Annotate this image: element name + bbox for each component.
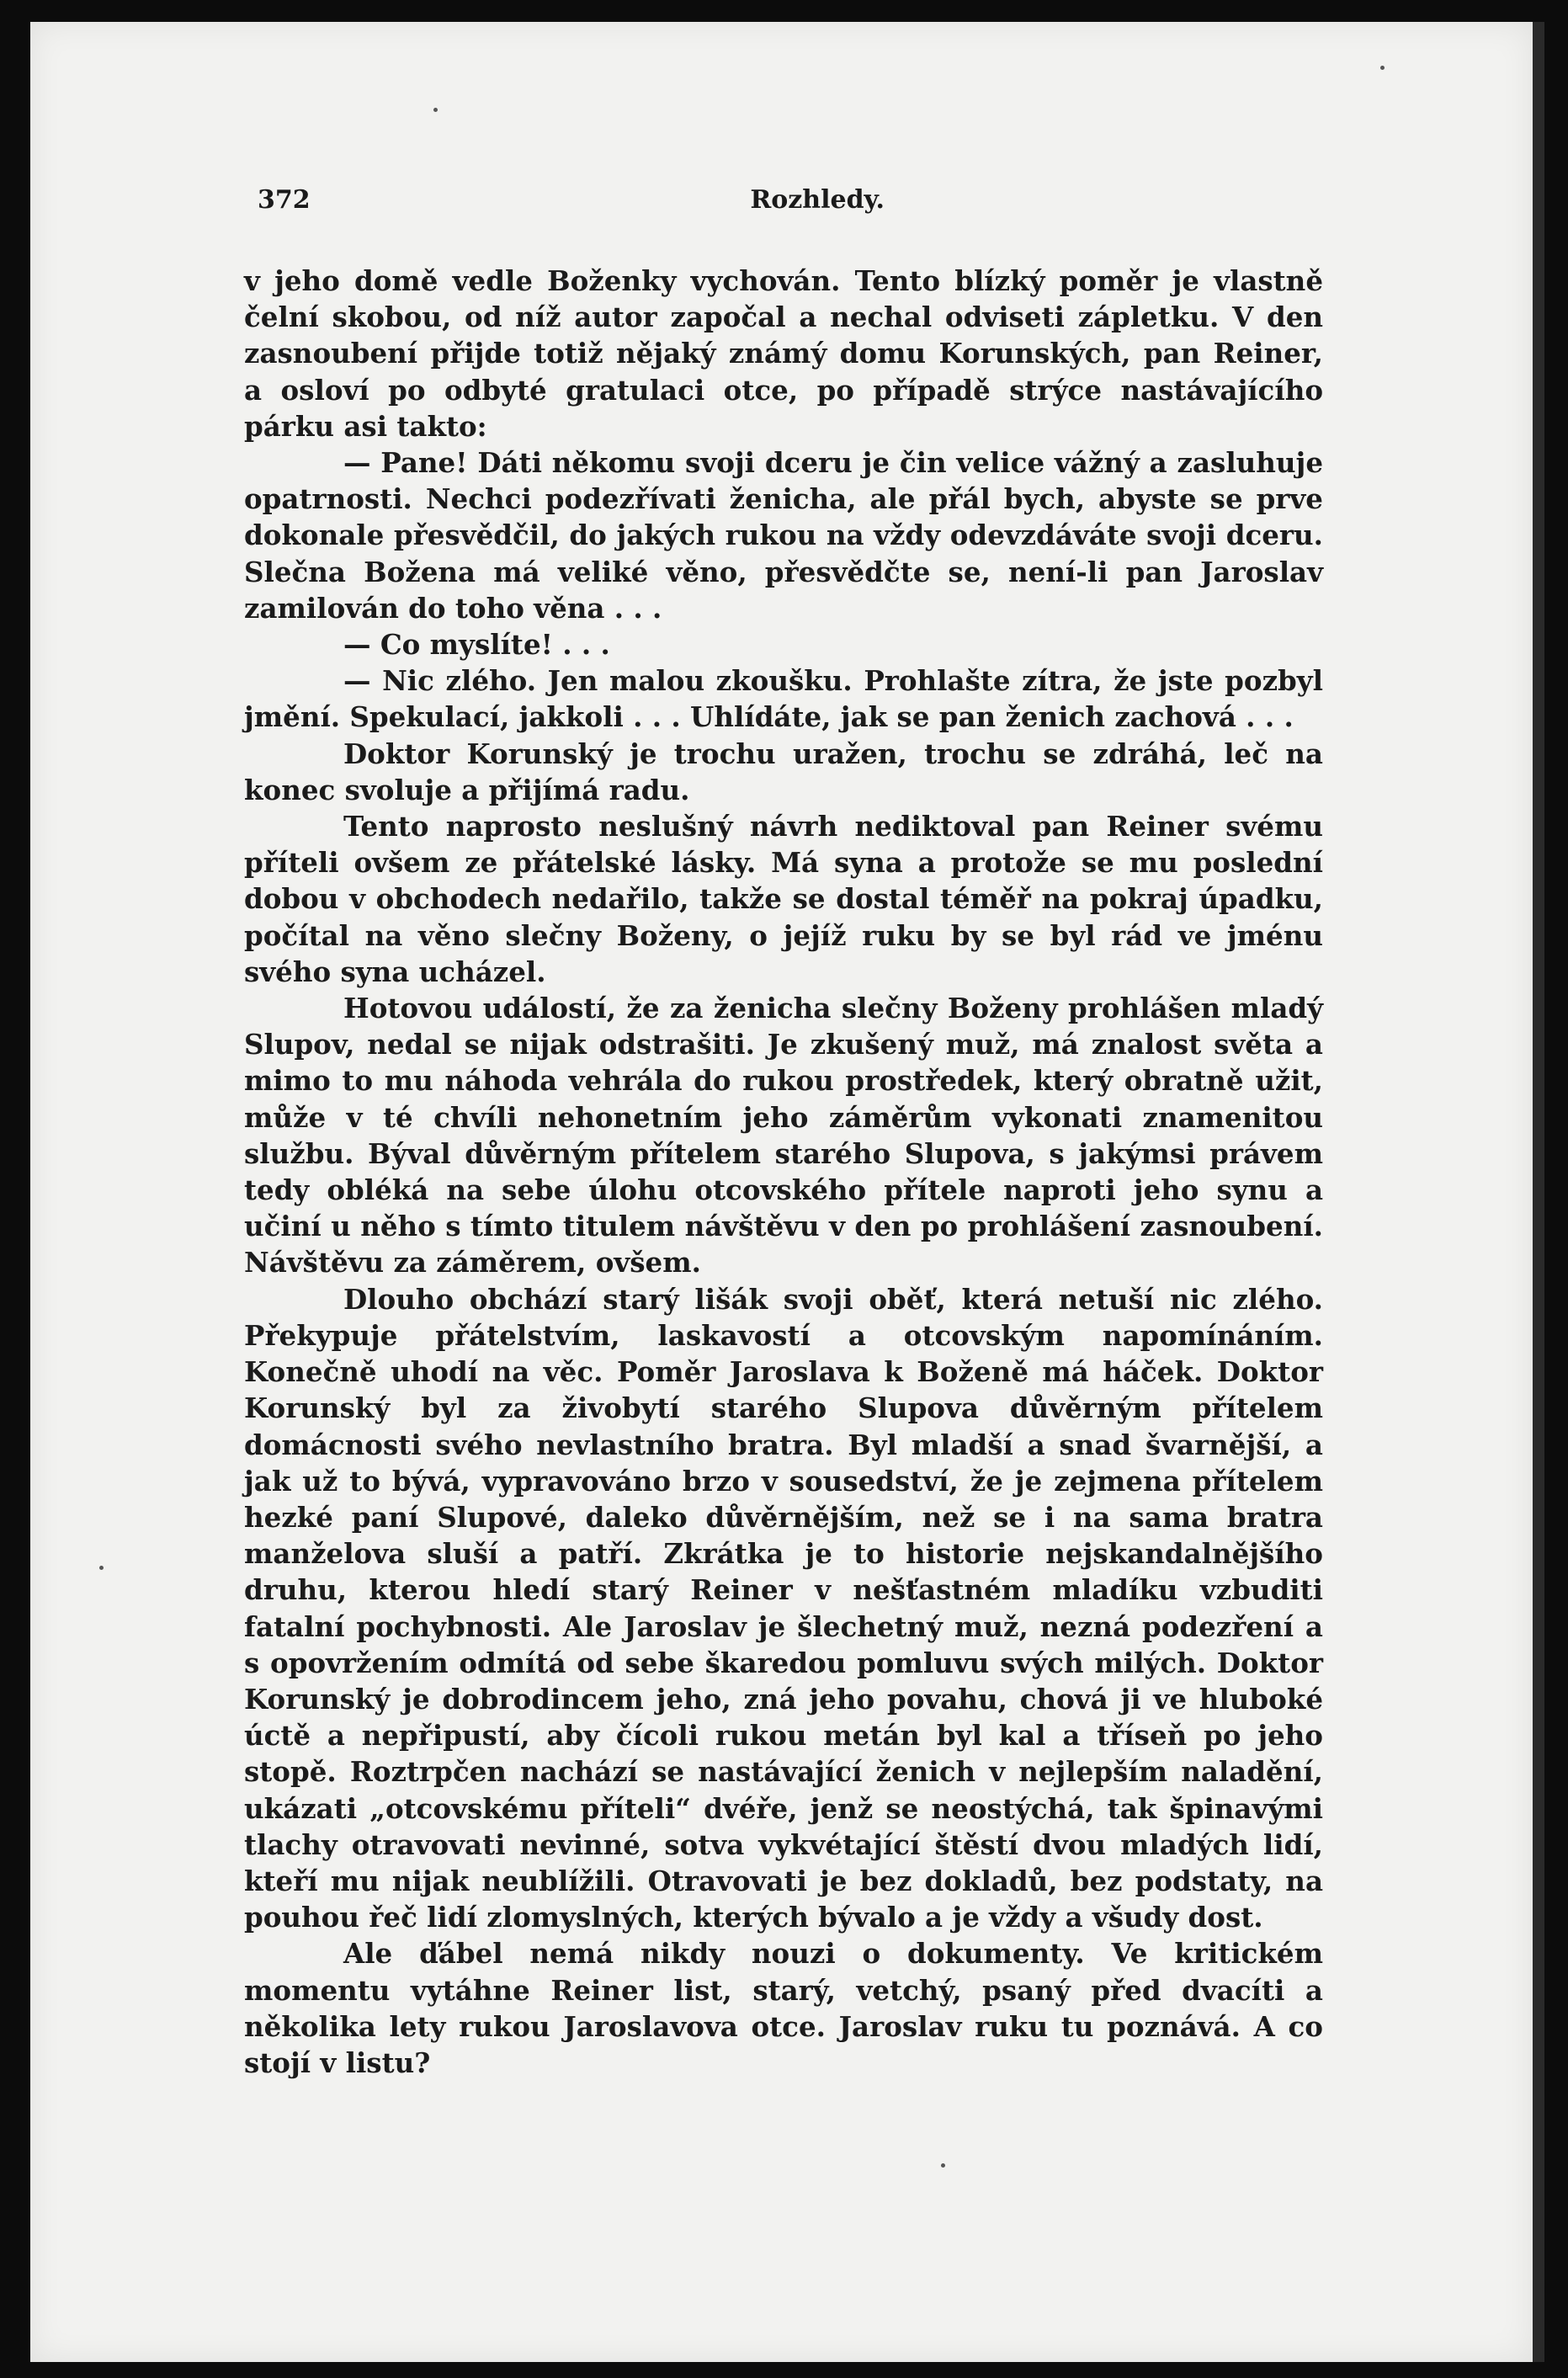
running-title: Rozhledy. xyxy=(750,185,885,215)
paragraph: Ale ďábel nemá nikdy nouzi o dokumenty. Ve kritickém momentu vytáhne Reiner list, starý, vetchý, psaný před dvacíti a několika lety rukou Jaroslavova otce. Jaroslav ruku tu poznává. A co stojí v listu? xyxy=(244,1937,1323,2079)
paragraph: Doktor Korunský je trochu uražen, trochu se zdráhá, leč na konec svoluje a přijímá radu. xyxy=(244,737,1323,806)
page-number: 372 xyxy=(258,185,311,215)
paragraph: Dlouho obchází starý lišák svoji oběť, která netuší nic zlého. Překypuje přátelstvím, laskavostí a otcovským napomínáním. Konečně uhodí na věc. Poměr Jaroslava k Boženě má háček. Doktor Korunský byl za živobytí starého Slupova důvěrným přítelem domácnosti svého nevlastního bratra. Byl mladší a snad švarnější, a jak už to bývá, vypravováno brzo v sousedství, že je zejmena přítelem hezké paní Slupové, daleko důvěrnějším, než se i na sama bratra manželova sluší a patří. Zkrátka je to historie nejskandalnějšího druhu, kterou hledí starý Reiner v nešťastném mladíku vzbuditi fatalní pochybnosti. Ale Jaroslav je šlechetný muž, nezná podezření a s opovržením odmítá od sebe škaredou pomluvu svých milých. Doktor Korunský je dobrodincem jeho, zná jeho povahu, chová ji ve hluboké úctě a nepřipustí, aby čícoli rukou metán byl kal a tříseň po jeho stopě. Roztrpčen nachází se nastávající ženich v nejlepším naladění, ukázati „otcovskému příteli“ dvéře, jenž se neostýchá, tak špinavými tlachy otravovati nevinné, sotva vykvétající štěstí dvou mladých lidí, kteří mu nijak neublížili. Otravovati je bez dokladů, bez podstaty, na pouhou řeč lidí zlomyslných, kterých bývalo a je vždy a všudy dost. xyxy=(244,1282,1323,1934)
body-text xyxy=(244,263,1323,2081)
paper-speck xyxy=(99,1566,104,1570)
paragraph: — Pane! Dáti někomu svoji dceru je čin velice vážný a zasluhuje opatrnosti. Nechci podezřívati ženicha, ale přál bych, abyste se prve dokonale přesvědčil, do jakých rukou na vždy odevzdáváte svoji dceru. Slečna Božena má veliké věno, přesvědčte se, není-li pan Jaroslav zamilován do toho věna . . . xyxy=(244,446,1323,625)
paper-speck xyxy=(941,2163,945,2168)
paper-speck xyxy=(433,108,438,112)
page-header xyxy=(258,185,1322,224)
paragraph: — Nic zlého. Jen malou zkoušku. Prohlašte zítra, že jste pozbyl jmění. Spekulací, jakkoli . . . Uhlídáte, jak se pan ženich zachová . . . xyxy=(244,664,1323,734)
paragraph: v jeho domě vedle Boženky vychován. Tento blízký poměr je vlastně čelní skobou, od níž autor započal a nechal odviseti zápletku. V den zasnoubení přijde totiž nějaký známý domu Korunských, pan Reiner, a osloví po odbyté gratulaci otce, po případě strýce nastávajícího párku asi takto: xyxy=(244,264,1323,443)
paragraph: Tento naprosto neslušný návrh nediktoval pan Reiner svému příteli ovšem ze přátelské lásky. Má syna a protože se mu poslední dobou v obchodech nedařilo, takže se dostal téměř na pokraj úpadku, počítal na věno slečny Boženy, o jejíž ruku by se byl rád ve jménu svého syna ucházel. xyxy=(244,810,1323,988)
page-edge-shadow xyxy=(1533,22,1544,2362)
paragraph: Hotovou událostí, že za ženicha slečny Boženy prohlášen mladý Slupov, nedal se nijak odstrašiti. Je zkušený muž, má znalost světa a mimo to mu náhoda vehrála do rukou prostředek, který obratně užit, může v té chvíli nehonetním jeho záměrům vykonati znamenitou službu. Býval důvěrným přítelem starého Slupova, s jakýmsi právem tedy obléká na sebe úlohu otcovského přítele naproti jeho synu a učiní u něho s tímto titulem návštěvu v den po prohlášení zasnoubení. Návštěvu za záměrem, ovšem. xyxy=(244,992,1323,1279)
paper-speck xyxy=(1380,66,1385,70)
paragraph: — Co myslíte! . . . xyxy=(343,628,610,662)
